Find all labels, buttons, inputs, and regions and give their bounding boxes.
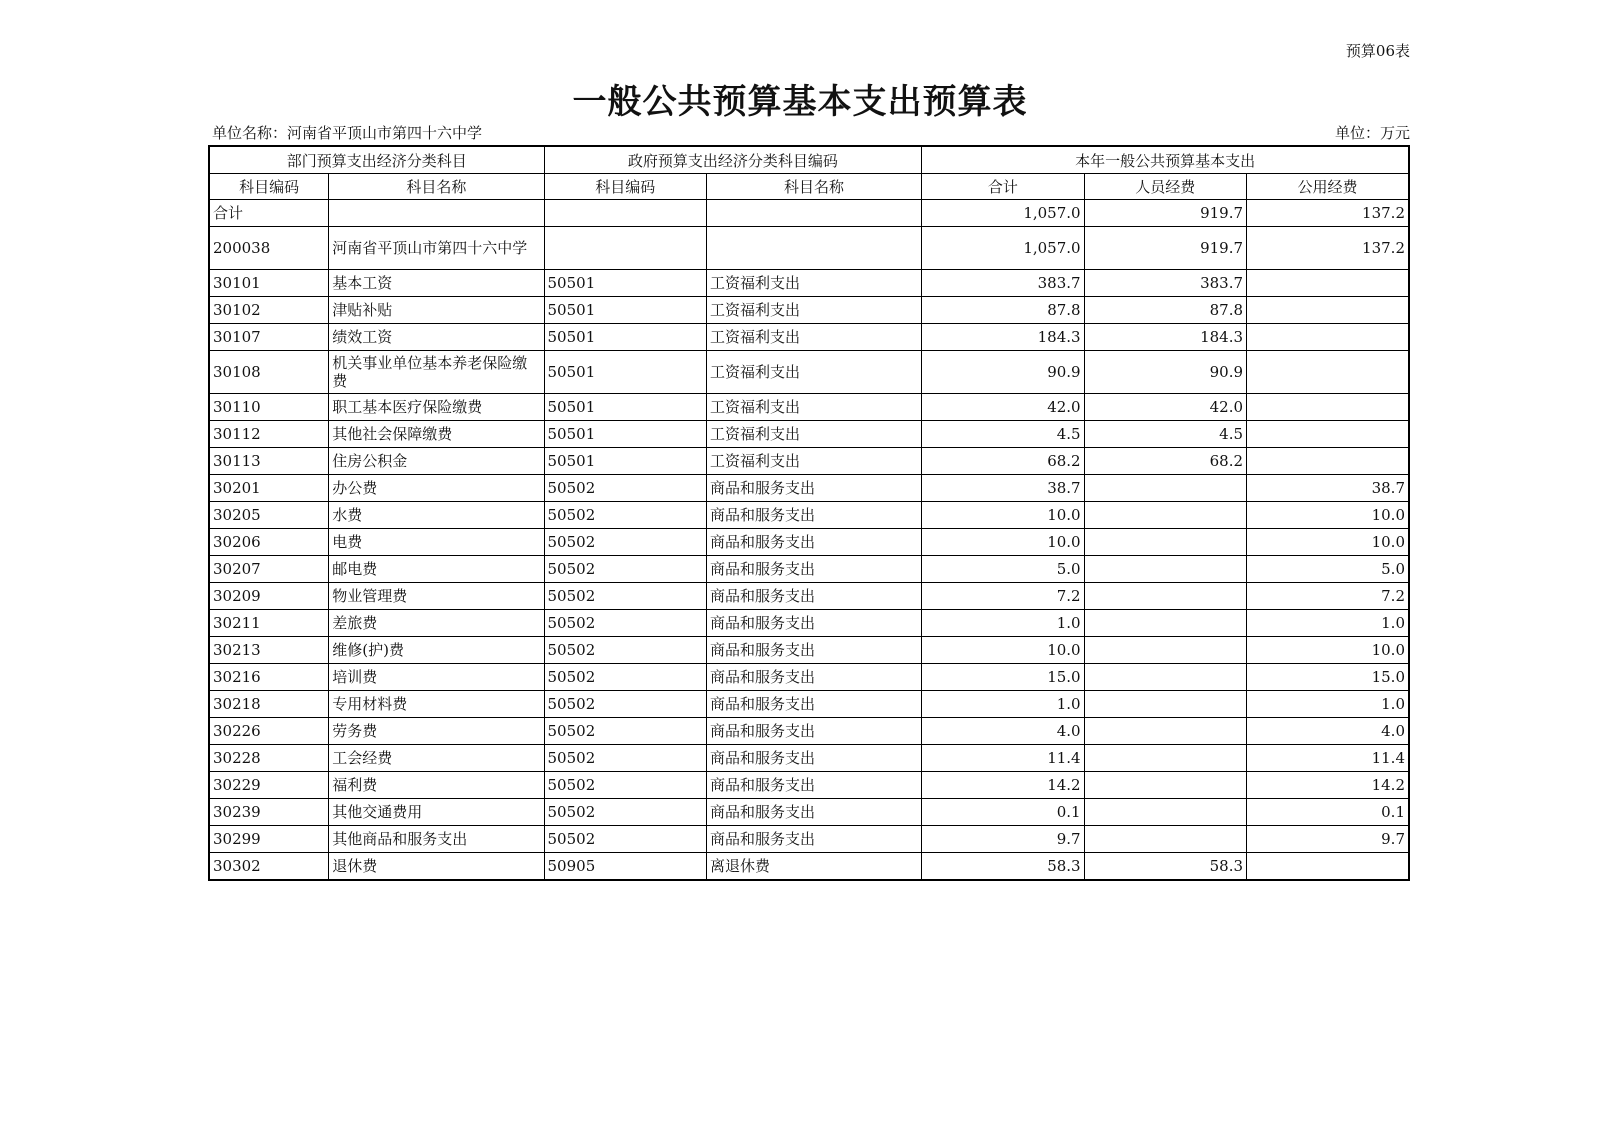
cell-total: 184.3: [922, 324, 1084, 351]
cell-gov-subject-name: 商品和服务支出: [706, 718, 921, 745]
cell-subject-code: 200038: [209, 227, 329, 270]
cell-gov-subject-name: 商品和服务支出: [706, 745, 921, 772]
cell-total: 42.0: [922, 394, 1084, 421]
unit-name-label: 单位名称：河南省平顶山市第四十六中学: [212, 124, 483, 142]
cell-subject-code: 30108: [209, 351, 329, 394]
cell-total: 10.0: [922, 502, 1084, 529]
cell-subject-code: 30113: [209, 448, 329, 475]
header-subject-name: 科目名称: [329, 174, 544, 200]
table-row: [209, 200, 1409, 227]
table-row: [209, 799, 1409, 826]
cell-personnel-cost: [1084, 583, 1246, 610]
cell-public-cost: 7.2: [1247, 583, 1409, 610]
cell-personnel-cost: [1084, 475, 1246, 502]
cell-subject-name: 津贴补贴: [329, 297, 544, 324]
cell-subject-name: 职工基本医疗保险缴费: [329, 394, 544, 421]
cell-gov-subject-code: 50502: [544, 718, 706, 745]
cell-gov-subject-code: 50502: [544, 772, 706, 799]
cell-total: 87.8: [922, 297, 1084, 324]
cell-gov-subject-code: 50502: [544, 826, 706, 853]
cell-gov-subject-code: 50501: [544, 421, 706, 448]
cell-subject-name: 基本工资: [329, 270, 544, 297]
cell-gov-subject-name: 商品和服务支出: [706, 691, 921, 718]
cell-gov-subject-name: 商品和服务支出: [706, 502, 921, 529]
table-row: [209, 475, 1409, 502]
cell-gov-subject-code: 50501: [544, 394, 706, 421]
cell-subject-code: 30229: [209, 772, 329, 799]
cell-subject-name: 其他交通费用: [329, 799, 544, 826]
cell-gov-subject-code: 50905: [544, 853, 706, 881]
cell-subject-code: 30107: [209, 324, 329, 351]
cell-gov-subject-name: 商品和服务支出: [706, 529, 921, 556]
cell-subject-code: 合计: [209, 200, 329, 227]
cell-public-cost: 11.4: [1247, 745, 1409, 772]
cell-gov-subject-code: 50502: [544, 610, 706, 637]
currency-unit-label: 单位：万元: [1334, 124, 1410, 142]
table-row: [209, 664, 1409, 691]
cell-subject-code: 30302: [209, 853, 329, 881]
table-row: [209, 270, 1409, 297]
cell-personnel-cost: 919.7: [1084, 200, 1246, 227]
table-row: [209, 583, 1409, 610]
cell-total: 15.0: [922, 664, 1084, 691]
cell-subject-name: 退休费: [329, 853, 544, 881]
cell-subject-code: 30216: [209, 664, 329, 691]
cell-subject-name: 河南省平顶山市第四十六中学: [329, 227, 544, 270]
header-public-cost: 公用经费: [1247, 174, 1409, 200]
cell-public-cost: 10.0: [1247, 637, 1409, 664]
cell-public-cost: 4.0: [1247, 718, 1409, 745]
cell-personnel-cost: 42.0: [1084, 394, 1246, 421]
table-row: [209, 297, 1409, 324]
table-row: [209, 745, 1409, 772]
cell-subject-name: 福利费: [329, 772, 544, 799]
cell-public-cost: [1247, 853, 1409, 881]
cell-gov-subject-name: 工资福利支出: [706, 394, 921, 421]
cell-gov-subject-code: 50502: [544, 475, 706, 502]
header-dept-economic-class: 部门预算支出经济分类科目: [209, 146, 544, 174]
cell-gov-subject-name: 商品和服务支出: [706, 664, 921, 691]
cell-public-cost: 10.0: [1247, 502, 1409, 529]
cell-gov-subject-code: 50502: [544, 556, 706, 583]
cell-gov-subject-name: 工资福利支出: [706, 351, 921, 394]
cell-gov-subject-code: 50502: [544, 502, 706, 529]
cell-personnel-cost: [1084, 799, 1246, 826]
table-row: [209, 529, 1409, 556]
cell-public-cost: [1247, 270, 1409, 297]
header-gov-subject-code: 科目编码: [544, 174, 706, 200]
table-row: [209, 227, 1409, 270]
cell-personnel-cost: [1084, 826, 1246, 853]
cell-public-cost: 0.1: [1247, 799, 1409, 826]
cell-gov-subject-name: 工资福利支出: [706, 270, 921, 297]
table-row: [209, 718, 1409, 745]
cell-personnel-cost: 87.8: [1084, 297, 1246, 324]
cell-personnel-cost: 383.7: [1084, 270, 1246, 297]
cell-gov-subject-code: 50502: [544, 583, 706, 610]
cell-gov-subject-name: 商品和服务支出: [706, 826, 921, 853]
table-row: [209, 324, 1409, 351]
cell-subject-code: 30209: [209, 583, 329, 610]
cell-total: 9.7: [922, 826, 1084, 853]
cell-personnel-cost: [1084, 610, 1246, 637]
cell-subject-code: 30205: [209, 502, 329, 529]
table-row: [209, 556, 1409, 583]
cell-total: 7.2: [922, 583, 1084, 610]
cell-subject-name: 物业管理费: [329, 583, 544, 610]
cell-public-cost: 14.2: [1247, 772, 1409, 799]
table-row: [209, 853, 1409, 881]
cell-gov-subject-name: 工资福利支出: [706, 448, 921, 475]
cell-gov-subject-name: 工资福利支出: [706, 324, 921, 351]
cell-subject-name: 机关事业单位基本养老保险缴费: [329, 351, 544, 394]
header-subject-code: 科目编码: [209, 174, 329, 200]
cell-subject-code: 30101: [209, 270, 329, 297]
cell-subject-name: 住房公积金: [329, 448, 544, 475]
cell-personnel-cost: [1084, 664, 1246, 691]
cell-subject-name: 绩效工资: [329, 324, 544, 351]
cell-public-cost: 137.2: [1247, 227, 1409, 270]
cell-gov-subject-name: 商品和服务支出: [706, 610, 921, 637]
table-row: [209, 610, 1409, 637]
cell-subject-name: 邮电费: [329, 556, 544, 583]
cell-subject-code: 30112: [209, 421, 329, 448]
cell-personnel-cost: [1084, 556, 1246, 583]
cell-total: 1.0: [922, 691, 1084, 718]
cell-subject-name: 其他社会保障缴费: [329, 421, 544, 448]
cell-public-cost: 38.7: [1247, 475, 1409, 502]
cell-subject-code: 30218: [209, 691, 329, 718]
page-title: 一般公共预算基本支出预算表: [572, 82, 1028, 122]
cell-total: 1.0: [922, 610, 1084, 637]
table-row: [209, 421, 1409, 448]
cell-subject-name: 劳务费: [329, 718, 544, 745]
cell-public-cost: [1247, 394, 1409, 421]
cell-subject-name: 专用材料费: [329, 691, 544, 718]
cell-personnel-cost: 184.3: [1084, 324, 1246, 351]
cell-public-cost: [1247, 297, 1409, 324]
cell-gov-subject-name: 商品和服务支出: [706, 583, 921, 610]
cell-personnel-cost: 90.9: [1084, 351, 1246, 394]
cell-gov-subject-name: 商品和服务支出: [706, 556, 921, 583]
cell-total: 90.9: [922, 351, 1084, 394]
header-basic-expenditure: 本年一般公共预算基本支出: [922, 146, 1409, 174]
cell-personnel-cost: 919.7: [1084, 227, 1246, 270]
header-personnel-cost: 人员经费: [1084, 174, 1246, 200]
cell-subject-name: 培训费: [329, 664, 544, 691]
cell-personnel-cost: [1084, 691, 1246, 718]
cell-subject-name: 维修(护)费: [329, 637, 544, 664]
cell-public-cost: 1.0: [1247, 691, 1409, 718]
cell-subject-name: 工会经费: [329, 745, 544, 772]
cell-gov-subject-name: 商品和服务支出: [706, 637, 921, 664]
header-group-row: [209, 146, 1409, 174]
cell-personnel-cost: 68.2: [1084, 448, 1246, 475]
cell-subject-code: 30110: [209, 394, 329, 421]
table-row: [209, 637, 1409, 664]
cell-gov-subject-code: 50501: [544, 448, 706, 475]
cell-personnel-cost: [1084, 718, 1246, 745]
cell-public-cost: [1247, 448, 1409, 475]
header-gov-subject-name: 科目名称: [706, 174, 921, 200]
cell-gov-subject-code: 50502: [544, 637, 706, 664]
cell-public-cost: 5.0: [1247, 556, 1409, 583]
table-row: [209, 772, 1409, 799]
cell-gov-subject-code: 50502: [544, 691, 706, 718]
cell-total: 5.0: [922, 556, 1084, 583]
cell-public-cost: [1247, 421, 1409, 448]
header-gov-economic-class: 政府预算支出经济分类科目编码: [544, 146, 922, 174]
cell-public-cost: [1247, 324, 1409, 351]
cell-subject-code: 30228: [209, 745, 329, 772]
cell-subject-code: 30299: [209, 826, 329, 853]
cell-total: 10.0: [922, 529, 1084, 556]
cell-total: 58.3: [922, 853, 1084, 881]
header-column-row: [209, 174, 1409, 200]
cell-gov-subject-code: 50502: [544, 799, 706, 826]
cell-subject-code: 30239: [209, 799, 329, 826]
cell-personnel-cost: [1084, 745, 1246, 772]
cell-gov-subject-name: 商品和服务支出: [706, 799, 921, 826]
cell-personnel-cost: 4.5: [1084, 421, 1246, 448]
cell-subject-code: 30213: [209, 637, 329, 664]
form-number: 预算06表: [1345, 42, 1410, 60]
cell-public-cost: 1.0: [1247, 610, 1409, 637]
cell-subject-code: 30226: [209, 718, 329, 745]
cell-subject-name: 其他商品和服务支出: [329, 826, 544, 853]
cell-gov-subject-name: 离退休费: [706, 853, 921, 881]
cell-gov-subject-code: 50502: [544, 664, 706, 691]
cell-subject-name: 办公费: [329, 475, 544, 502]
cell-total: 4.5: [922, 421, 1084, 448]
cell-gov-subject-name: 工资福利支出: [706, 421, 921, 448]
table-row: [209, 691, 1409, 718]
cell-subject-name: 电费: [329, 529, 544, 556]
cell-total: 1,057.0: [922, 200, 1084, 227]
cell-gov-subject-code: [544, 200, 706, 227]
cell-gov-subject-code: 50501: [544, 270, 706, 297]
cell-gov-subject-code: 50501: [544, 324, 706, 351]
cell-gov-subject-name: [706, 200, 921, 227]
cell-personnel-cost: [1084, 772, 1246, 799]
table-row: [209, 502, 1409, 529]
cell-subject-code: 30102: [209, 297, 329, 324]
cell-total: 11.4: [922, 745, 1084, 772]
cell-gov-subject-code: 50501: [544, 351, 706, 394]
cell-total: 383.7: [922, 270, 1084, 297]
cell-public-cost: 15.0: [1247, 664, 1409, 691]
cell-personnel-cost: [1084, 502, 1246, 529]
cell-subject-name: 差旅费: [329, 610, 544, 637]
cell-personnel-cost: [1084, 529, 1246, 556]
cell-public-cost: 137.2: [1247, 200, 1409, 227]
table-row: [209, 448, 1409, 475]
cell-total: 4.0: [922, 718, 1084, 745]
cell-gov-subject-code: [544, 227, 706, 270]
cell-public-cost: [1247, 351, 1409, 394]
cell-personnel-cost: 58.3: [1084, 853, 1246, 881]
cell-total: 10.0: [922, 637, 1084, 664]
cell-gov-subject-name: 商品和服务支出: [706, 772, 921, 799]
cell-total: 38.7: [922, 475, 1084, 502]
cell-subject-code: 30207: [209, 556, 329, 583]
cell-subject-code: 30206: [209, 529, 329, 556]
cell-public-cost: 10.0: [1247, 529, 1409, 556]
table-row: [209, 351, 1409, 394]
budget-table: [208, 145, 1410, 881]
cell-subject-code: 30211: [209, 610, 329, 637]
cell-total: 1,057.0: [922, 227, 1084, 270]
cell-subject-name: [329, 200, 544, 227]
cell-gov-subject-code: 50501: [544, 297, 706, 324]
cell-gov-subject-name: 商品和服务支出: [706, 475, 921, 502]
cell-gov-subject-name: 工资福利支出: [706, 297, 921, 324]
cell-gov-subject-code: 50502: [544, 529, 706, 556]
header-total: 合计: [922, 174, 1084, 200]
cell-total: 0.1: [922, 799, 1084, 826]
cell-public-cost: 9.7: [1247, 826, 1409, 853]
table-row: [209, 826, 1409, 853]
cell-gov-subject-name: [706, 227, 921, 270]
cell-personnel-cost: [1084, 637, 1246, 664]
cell-gov-subject-code: 50502: [544, 745, 706, 772]
cell-subject-code: 30201: [209, 475, 329, 502]
table-row: [209, 394, 1409, 421]
cell-subject-name: 水费: [329, 502, 544, 529]
cell-total: 68.2: [922, 448, 1084, 475]
cell-total: 14.2: [922, 772, 1084, 799]
